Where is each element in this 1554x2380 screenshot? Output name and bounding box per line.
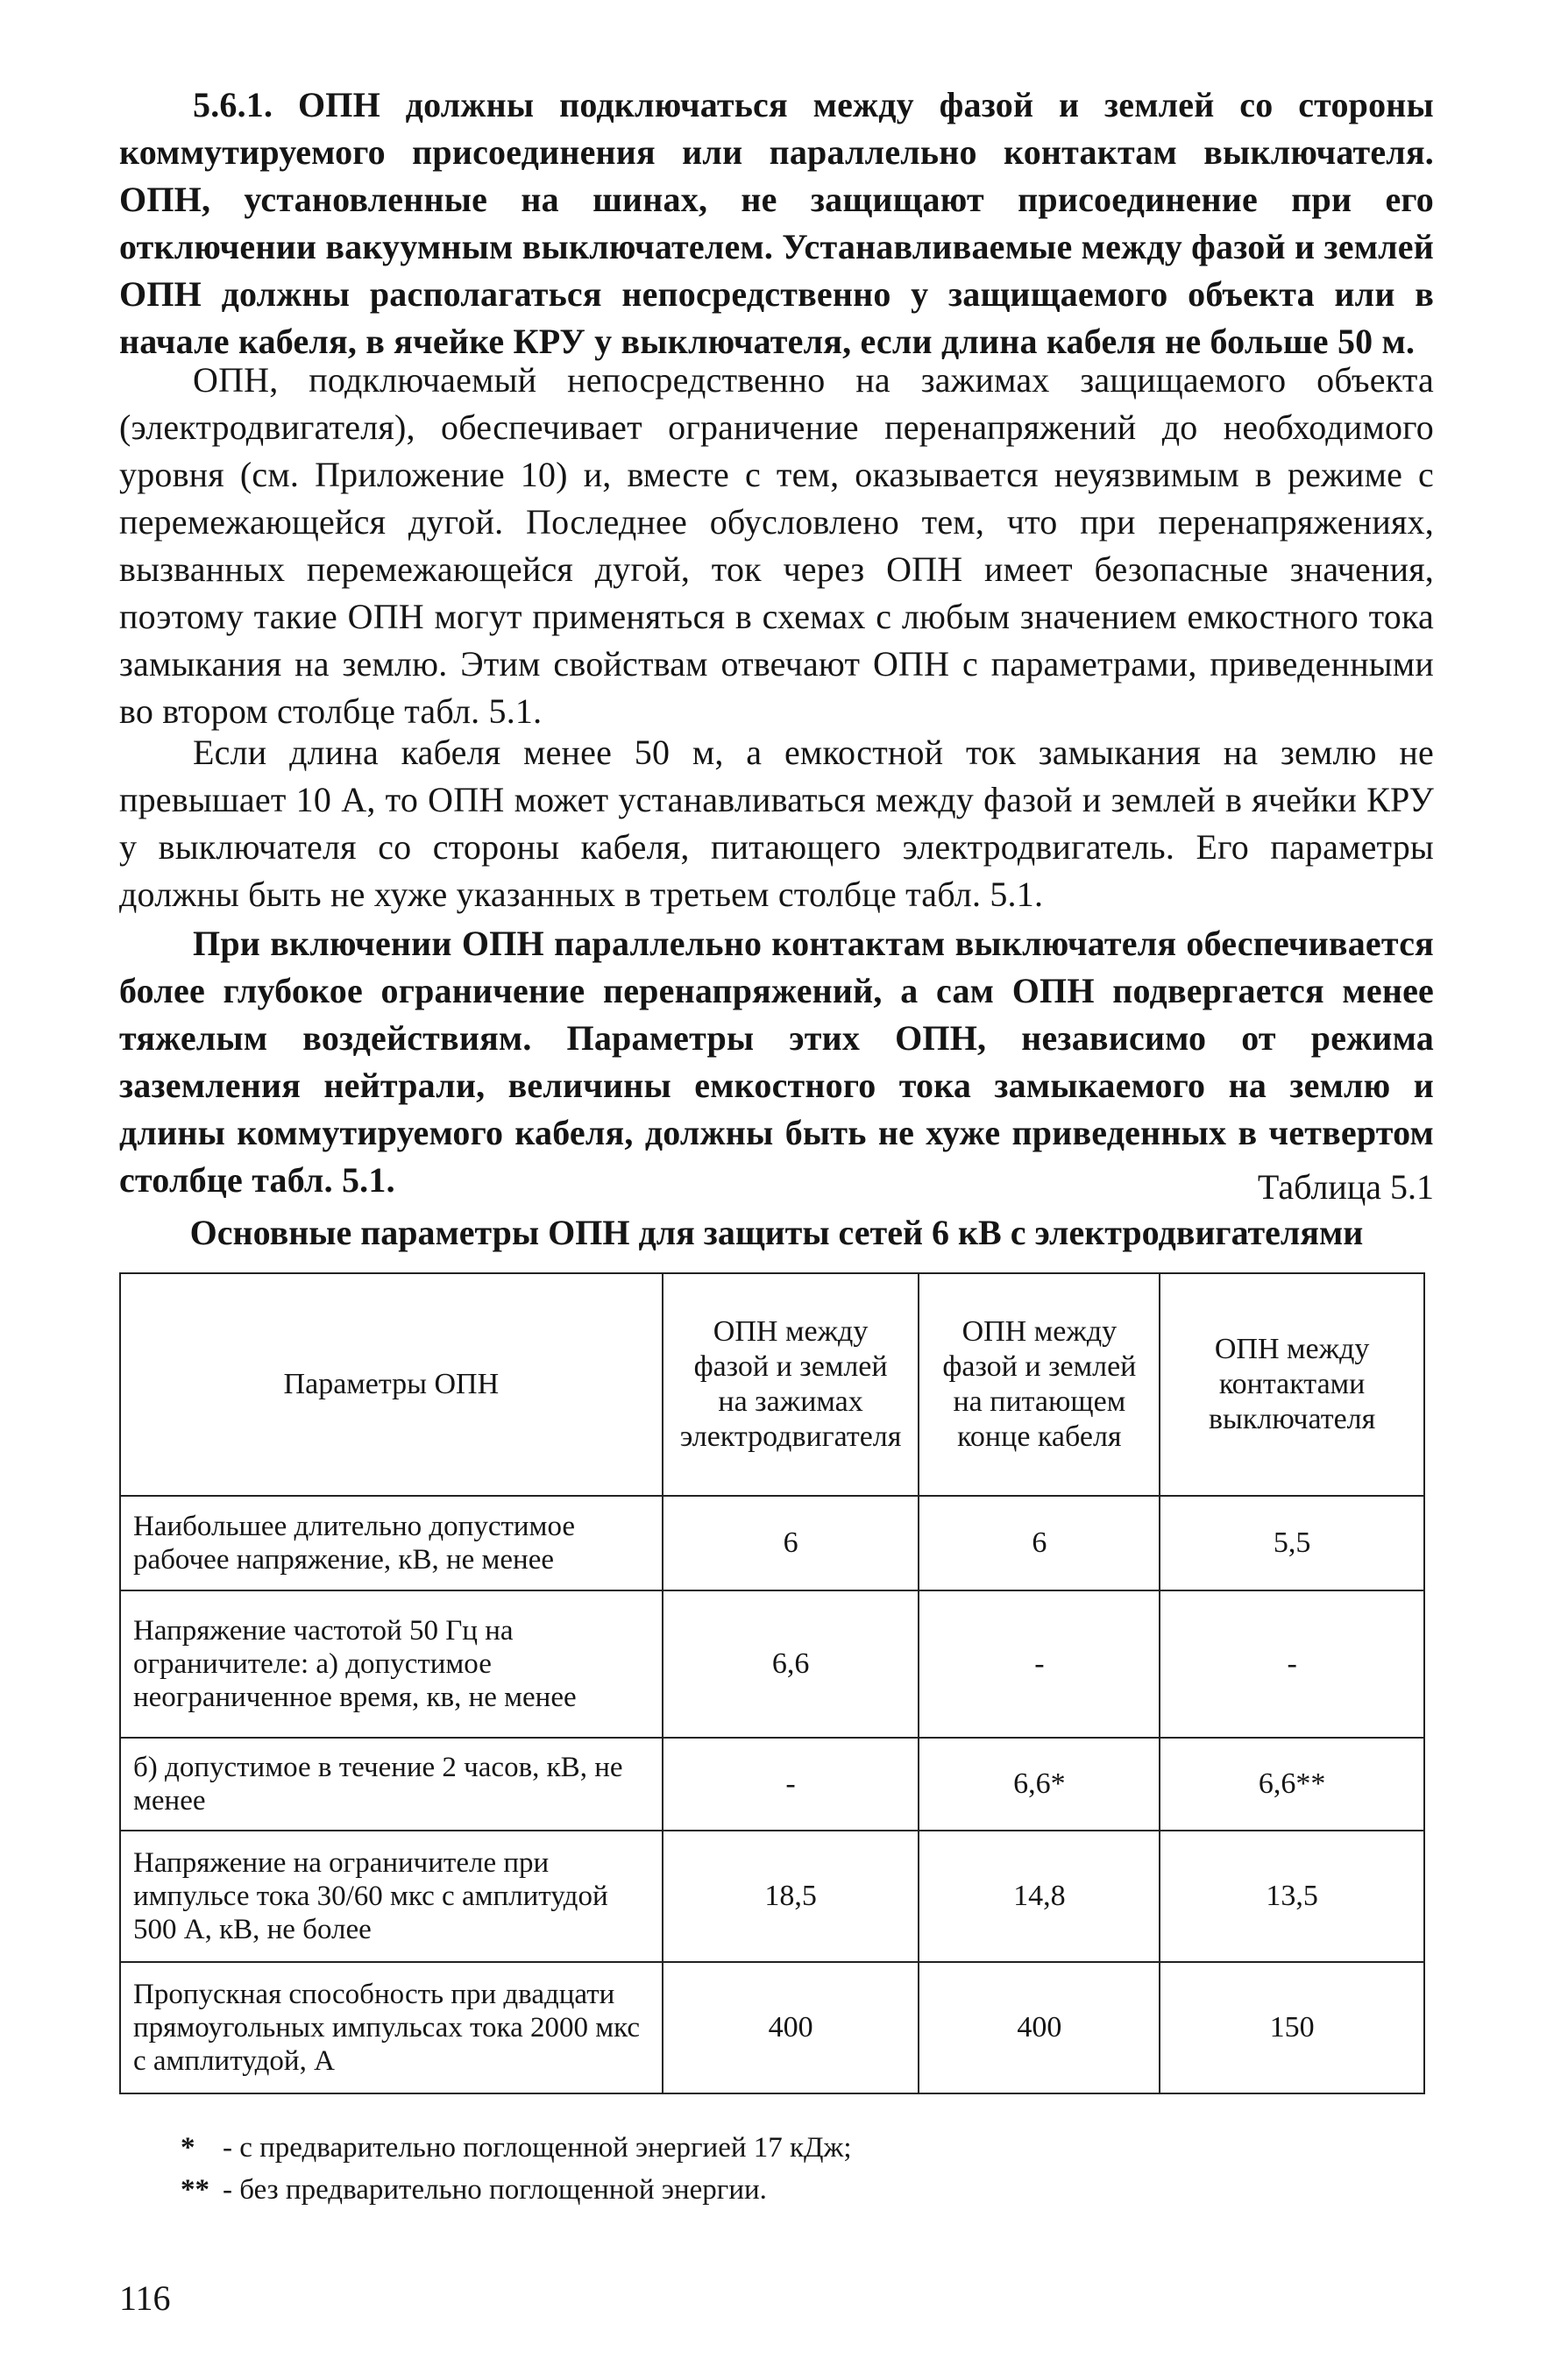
header-motor-terminals: ОПН между фазой и землей на зажимах электродвигателя [663,1273,919,1496]
footnote-text: - без предварительно поглощенной энергии. [223,2174,767,2206]
paragraph-5-6-1: 5.6.1. ОПН должны подключаться между фазой и землей со стороны коммутируемого присоединения или параллельно контактам выключателя. ОПН, установленные на шинах, не защищают присоединение при его отключении вакуумным выключателем. Устанавливаемые между фазой и землей ОПН должны располагаться непосредственно у защищаемого объекта или в начале кабеля, в ячейке КРУ у выключателя, если длина кабеля не больше 50 м. [119,85,1434,361]
cell-value: 6,6* [919,1738,1160,1831]
table-row [120,1962,1424,2093]
cell-value: 6 [919,1496,1160,1590]
footnote [181,2127,852,2169]
header-breaker-contacts: ОПН между контактами выключателя [1160,1273,1424,1496]
document-page [119,0,1434,2380]
footnote [181,2169,852,2211]
cell-value: 400 [663,1962,919,2093]
cell-value: 13,5 [1160,1831,1424,1962]
cell-value: 6,6 [663,1590,919,1738]
cell-value: 18,5 [663,1831,919,1962]
row-parameter: Напряжение частотой 50 Гц на ограничителе: а) допустимое неограниченное время, кв, не менее [120,1590,663,1738]
footnote-text: - с предварительно поглощенной энергией 17 кДж; [223,2132,852,2164]
paragraph-direct-connection: ОПН, подключаемый непосредственно на зажимах защищаемого объекта (электродвигателя), обеспечивает ограничение перенапряжений до необходимого уровня (см. Приложение 10) и, вместе с тем, оказывается неуязвимым в режиме с перемежающейся дугой. Последнее обусловлено тем, что при перенапряжениях, вызванных перемежающейся дугой, ток через ОПН имеет безопасные значения, поэтому такие ОПН могут применяться в схемах с любым значением емкостного тока замыкания на землю. Этим свойствам отвечают ОПН с параметрами, приведенными во втором столбце табл. 5.1. [119,360,1434,731]
footnote-mark: ** [181,2174,209,2206]
row-parameter: б) допустимое в течение 2 часов, кВ, не менее [120,1738,663,1831]
cell-value: 150 [1160,1962,1424,2093]
row-parameter: Наибольшее длительно допустимое рабочее напряжение, кВ, не менее [120,1496,663,1590]
cell-value: - [919,1590,1160,1738]
paragraph-parallel-contacts: При включении ОПН параллельно контактам выключателя обеспечивается более глубокое ограничение перенапряжений, а сам ОПН подвергается менее тяжелым воздействиям. Параметры этих ОПН, независимо от режима заземления нейтрали, величины емкостного тока замыкаемого на землю и длины коммутируемого кабеля, должны быть не хуже приведенных в четвертом столбце табл. 5.1. [119,924,1434,1200]
cell-value: 6 [663,1496,919,1590]
page-number: 116 [119,2278,171,2318]
cell-value: - [663,1738,919,1831]
header-parameters: Параметры ОПН [120,1273,663,1496]
table-row [120,1590,1424,1738]
parameters-table [119,1272,1425,2094]
cell-value: 5,5 [1160,1496,1424,1590]
footnote-mark: * [181,2132,195,2164]
table-header-row [120,1273,1424,1496]
table-row [120,1831,1424,1962]
row-parameter: Напряжение на ограничителе при импульсе тока 30/60 мкс с амплитудой 500 А, кВ, не более [120,1831,663,1962]
table-title: Основные параметры ОПН для защиты сетей 6 кВ с электродвигателями [189,1213,1364,1252]
cell-value: 400 [919,1962,1160,2093]
table-row [120,1738,1424,1831]
paragraph-short-cable: Если длина кабеля менее 50 м, а емкостной ток замыкания на землю не превышает 10 А, то ОПН может устанавливаться между фазой и землей в ячейки КРУ у выключателя со стороны кабеля, питающего электродвигатель. Его параметры должны быть не хуже указанных в третьем столбце табл. 5.1. [119,733,1434,914]
cell-value: 6,6** [1160,1738,1424,1831]
cell-value: 14,8 [919,1831,1160,1962]
header-cable-end: ОПН между фазой и землей на питающем конце кабеля [919,1273,1160,1496]
table-row [120,1496,1424,1590]
table-number: Таблица 5.1 [1257,1167,1434,1207]
row-parameter: Пропускная способность при двадцати прямоугольных импульсах тока 2000 мкс с амплитудой, А [120,1962,663,2093]
cell-value: - [1160,1590,1424,1738]
table-footnotes [181,2127,852,2211]
